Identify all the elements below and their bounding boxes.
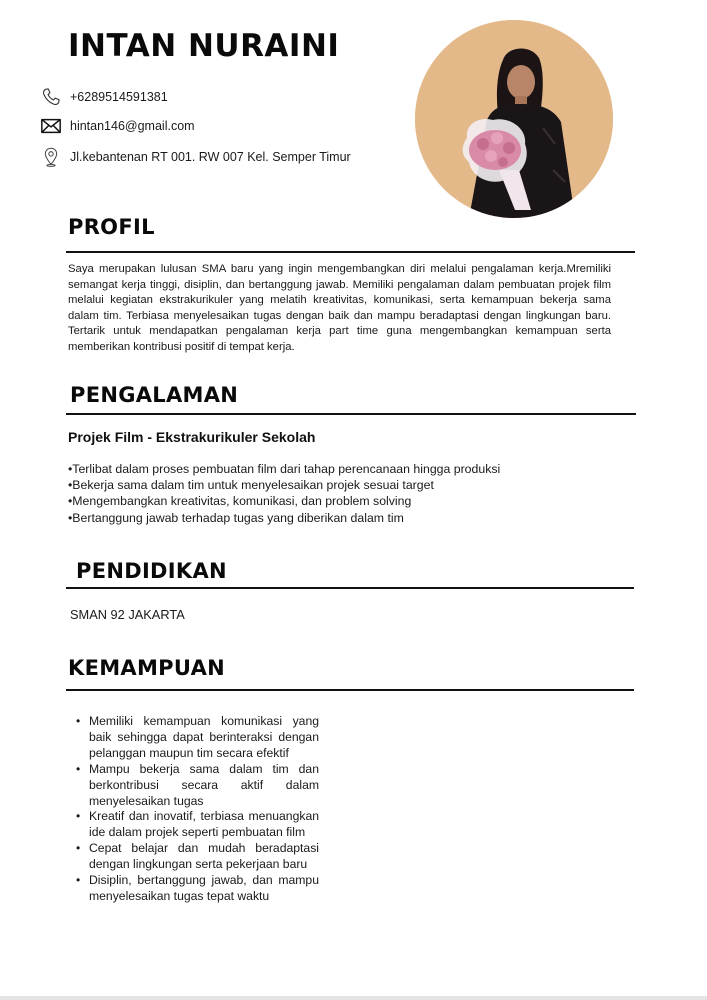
envelope-icon bbox=[40, 115, 62, 137]
bullet-icon: • bbox=[76, 761, 81, 776]
phone-icon bbox=[40, 86, 62, 108]
school-name: SMAN 92 JAKARTA bbox=[70, 607, 185, 622]
experience-item: •Bekerja sama dalam tim untuk menyelesaikan projek sesuai target bbox=[68, 478, 434, 493]
home-address: Jl.kebantenan RT 001. RW 007 Kel. Semper Timur bbox=[70, 150, 351, 164]
section-divider bbox=[66, 413, 636, 415]
section-heading-profil: PROFIL bbox=[68, 215, 155, 239]
section-heading-pengalaman: PENGALAMAN bbox=[70, 383, 239, 407]
skill-item bbox=[74, 714, 319, 762]
skill-text: Mampu bekerja sama dalam tim dan berkontribusi secara aktif dalam menyelesaikan tugas bbox=[89, 761, 319, 808]
bullet-icon: • bbox=[76, 841, 81, 856]
candidate-name: INTAN NURAINI bbox=[68, 28, 340, 64]
skill-item bbox=[74, 841, 319, 873]
experience-list bbox=[68, 461, 500, 526]
profil-summary: Saya merupakan lulusan SMA baru yang ingin mengembangkan diri melalui pengalaman kerja.Mremiliki semangat kerja tinggi, disiplin, dan bertanggung jawab. Memiliki pengalaman dalam pembuatan projek film melalui kegiatan ekstrakurikuler yang melatih kreativitas, komunikasi, serta kemampuan bekerja sama dalam tim. Terbiasa menyelesaikan tugas dengan baik dan mampu beradaptasi dengan lingkungan baru. Tertarik untuk mendapatkan pengalaman kerja part time guna mengembangkan kemampuan serta memberikan kontribusi positif di tempat kerja. bbox=[68, 263, 611, 353]
bullet-icon: • bbox=[76, 873, 81, 888]
contact-email bbox=[40, 115, 195, 137]
job-title: Projek Film - Ekstrakurikuler Sekolah bbox=[68, 429, 316, 445]
skill-text: Memiliki kemampuan komunikasi yang baik sehingga dapat berinteraksi dengan pelanggan maupun tim secara efektif bbox=[89, 714, 319, 760]
section-heading-pendidikan: PENDIDIKAN bbox=[76, 559, 227, 583]
experience-item: •Mengembangkan kreativitas, komunikasi, dan problem solving bbox=[68, 494, 412, 509]
page-bottom-edge bbox=[0, 996, 707, 1000]
phone-number: +6289514591381 bbox=[70, 90, 168, 104]
skill-text: Cepat belajar dan mudah beradaptasi dengan lingkungan serta pekerjaan baru bbox=[89, 841, 319, 872]
section-divider bbox=[66, 251, 635, 253]
email-address: hintan146@gmail.com bbox=[70, 119, 195, 133]
experience-item: •Terlibat dalam proses pembuatan film dari tahap perencanaan hingga produksi bbox=[68, 462, 501, 476]
bullet-icon: • bbox=[76, 809, 81, 824]
bullet-icon: • bbox=[76, 714, 81, 728]
contact-phone bbox=[40, 86, 168, 108]
section-divider bbox=[66, 689, 634, 691]
skill-text: Disiplin, bertanggung jawab, dan mampu menyelesaikan tugas tepat waktu bbox=[89, 873, 319, 903]
section-divider bbox=[66, 587, 634, 589]
skills-list bbox=[74, 714, 319, 905]
profile-photo bbox=[415, 20, 613, 218]
skill-text: Kreatif dan inovatif, terbiasa menuangkan ide dalam projek seperti pembuatan film bbox=[89, 809, 319, 840]
contact-address bbox=[40, 146, 351, 168]
skill-item bbox=[74, 762, 319, 810]
section-heading-kemampuan: KEMAMPUAN bbox=[68, 656, 225, 680]
skill-item bbox=[74, 809, 319, 841]
location-pin-icon bbox=[40, 146, 62, 168]
skill-item bbox=[74, 873, 319, 905]
experience-item: •Bertanggung jawab terhadap tugas yang diberikan dalam tim bbox=[68, 510, 404, 525]
